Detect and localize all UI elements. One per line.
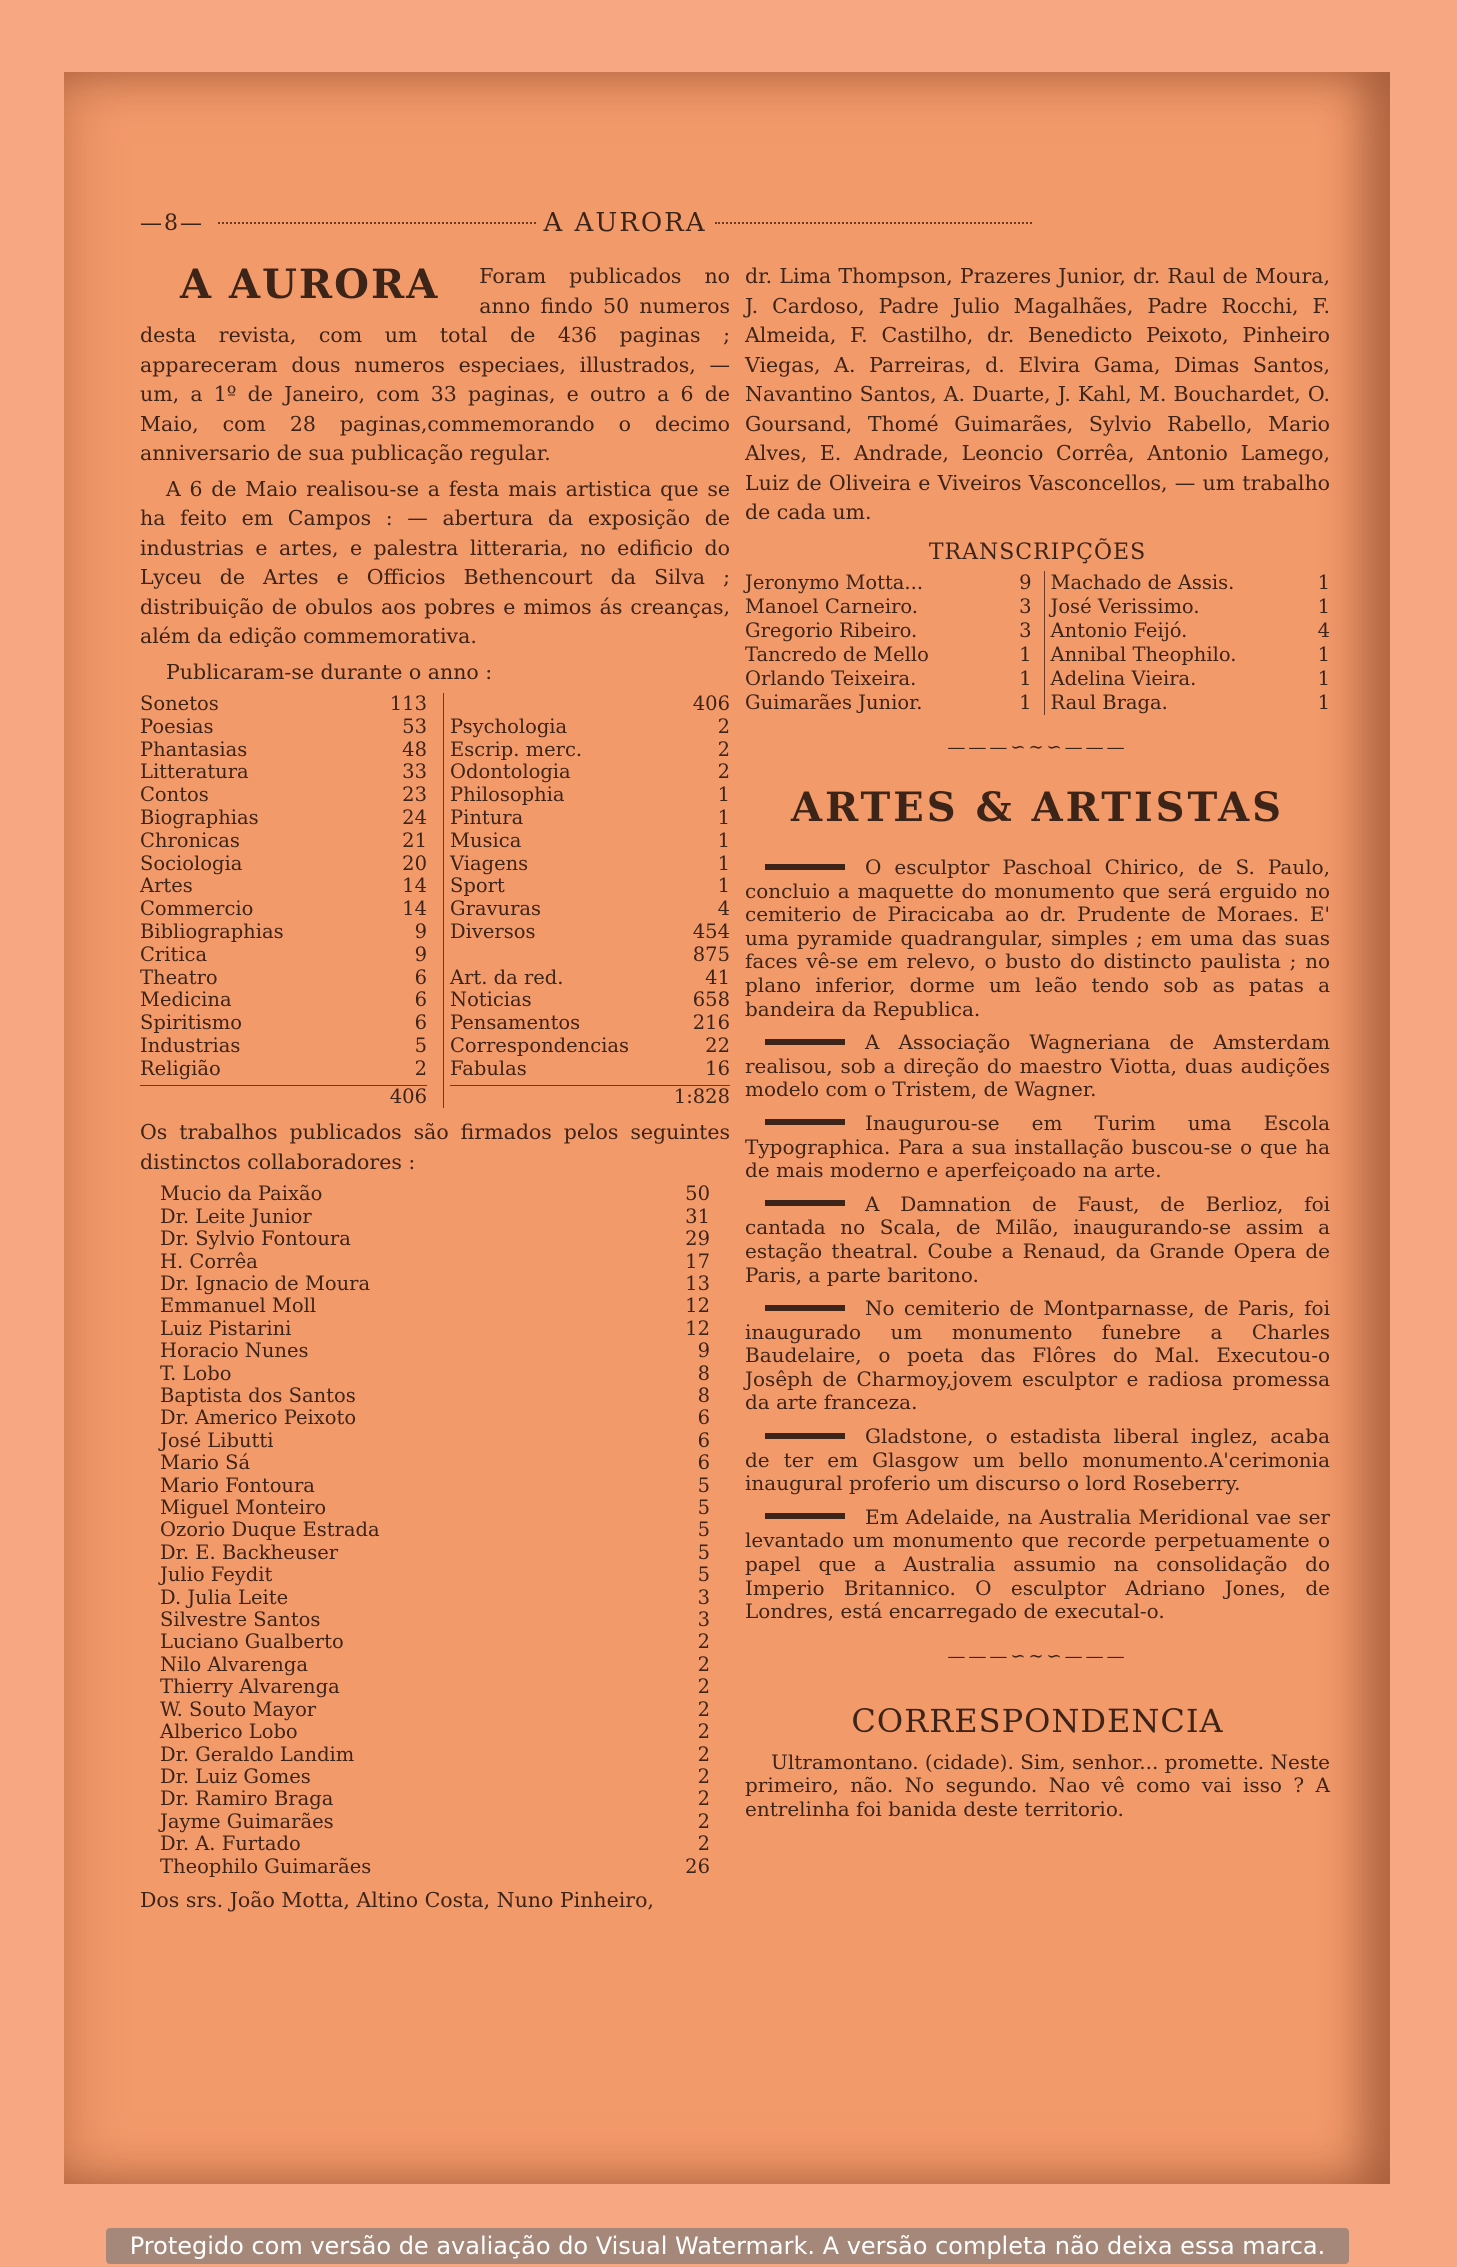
- collaborator-row-label: Ozorio Duque Estrada: [160, 1518, 380, 1542]
- transcricao-row-label: Antonio Feijó.: [1050, 619, 1188, 642]
- collaborator-row-value: 2: [697, 1764, 710, 1788]
- collaborator-row-label: José Libutti: [160, 1428, 274, 1452]
- published-row: [140, 898, 427, 921]
- published-intro: Publicaram-se durante o anno :: [166, 659, 493, 684]
- published-row-value: 2: [717, 737, 730, 761]
- news-bar-icon: [765, 1119, 845, 1125]
- published-row-value: 658: [692, 988, 730, 1012]
- ornament-divider-2: ———∽∼∽———: [947, 1645, 1128, 1667]
- collaborator-row-label: D. Julia Leite: [160, 1585, 289, 1609]
- published-row-value: 53: [402, 714, 427, 738]
- transcricao-row-label: Orlando Teixeira.: [745, 667, 917, 690]
- published-right-carried-value: 406: [692, 692, 730, 715]
- published-row-label: Biographias: [140, 805, 259, 829]
- collaborator-row: [160, 1183, 710, 1205]
- collaborator-row-label: Dr. Americo Peixoto: [160, 1406, 357, 1430]
- collaborator-row-label: Dr. Luiz Gomes: [160, 1764, 311, 1788]
- collaborator-row-label: Alberico Lobo: [160, 1720, 298, 1744]
- collaborator-row-label: Miguel Monteiro: [160, 1496, 327, 1520]
- published-right-carried: [450, 693, 730, 716]
- transcricao-row: [1051, 691, 1331, 715]
- collaborator-row-value: 8: [697, 1361, 710, 1385]
- published-row-value: 216: [692, 1011, 730, 1035]
- published-row-value: 4: [717, 897, 730, 921]
- collaborator-row-value: 2: [697, 1652, 710, 1676]
- transcricao-row-label: Guimarães Junior.: [745, 691, 923, 714]
- collaborator-row-value: 5: [697, 1496, 710, 1520]
- published-row-value: 6: [414, 988, 427, 1012]
- news-item: [745, 1031, 1330, 1102]
- published-right-total-value: 1:828: [673, 1084, 730, 1108]
- collaborator-row: [160, 1788, 710, 1810]
- published-row: [140, 830, 427, 853]
- transcricao-row: [1051, 595, 1331, 619]
- collaborator-row-label: Dr. Ignacio de Moura: [160, 1271, 371, 1295]
- right-column: [745, 262, 1330, 1828]
- news-item: [745, 1506, 1330, 1624]
- news-bar-icon: [765, 1305, 845, 1311]
- transcripcoes-right: [1044, 571, 1331, 715]
- published-row: [450, 1035, 730, 1058]
- news-text: No cemiterio de Montparnasse, de Paris, foi inaugurado um monumento funebre a Charles Baudelaire, o poeta das Flôres do Mal. Executou-o Josêph de Charmoy,jovem esculptor e radiosa promessa da arte franceza.: [745, 1296, 1330, 1415]
- published-row-value: 9: [414, 942, 427, 966]
- collaborator-row: [160, 1430, 710, 1452]
- collab-intro: Os trabalhos publicados são firmados pelos seguintes distinctos collaboradores :: [140, 1120, 730, 1174]
- published-row-label: Litteratura: [140, 760, 249, 784]
- published-row: [140, 716, 427, 739]
- published-row-label: Religião: [140, 1056, 221, 1080]
- correspondencia-title: CORRESPONDENCIA: [851, 1702, 1224, 1741]
- transcricao-row-label: José Verissimo.: [1050, 595, 1200, 618]
- transcricao-row-label: Gregorio Ribeiro.: [745, 619, 918, 642]
- published-row: [140, 944, 427, 967]
- collaborator-row: [160, 1363, 710, 1385]
- published-row-value: 48: [402, 737, 427, 761]
- transcricao-row-value: 9: [1019, 571, 1032, 594]
- transcricao-row: [745, 643, 1032, 667]
- news-bar-icon: [765, 1433, 845, 1439]
- collaborator-row-value: 5: [697, 1563, 710, 1587]
- collaborator-row-label: Dr. Ramiro Braga: [160, 1787, 334, 1811]
- collaborator-row: [160, 1295, 710, 1317]
- published-row: [140, 1058, 427, 1081]
- published-row: [450, 898, 730, 921]
- published-row-label: Sport: [450, 874, 505, 898]
- published-row: [450, 921, 730, 944]
- collaborator-row-label: Dr. Sylvio Fontoura: [160, 1227, 351, 1251]
- published-row-value: 2: [717, 714, 730, 738]
- collaborator-row-value: 13: [685, 1271, 710, 1295]
- transcricao-row: [745, 691, 1032, 715]
- transcricao-row-value: 1: [1317, 595, 1330, 618]
- transcricao-row-label: Adelina Vieira.: [1050, 667, 1197, 690]
- published-table-right: [443, 693, 730, 1108]
- published-row-label: Phantasias: [140, 737, 248, 761]
- collaborator-row: [160, 1609, 710, 1631]
- published-row-value: 1: [717, 874, 730, 898]
- transcricao-row-value: 1: [1019, 643, 1032, 666]
- collaborator-row: [160, 1385, 710, 1407]
- news-text: A Damnation de Faust, de Berlioz, foi cantada no Scala, de Milão, inaugurando-se assim a estação theatral. Coube a Renaud, da Grande Opera de Paris, a parte baritono.: [745, 1191, 1330, 1287]
- published-row-value: 1: [717, 783, 730, 807]
- collaborator-row-value: 12: [685, 1294, 710, 1318]
- collaborator-row: [160, 1318, 710, 1340]
- published-row-label: Sociologia: [140, 851, 243, 875]
- published-row-value: 21: [402, 828, 427, 852]
- transcricao-row-value: 1: [1317, 571, 1330, 594]
- collaborator-row-value: 2: [697, 1675, 710, 1699]
- published-row-label: Pensamentos: [450, 1011, 581, 1035]
- collaborator-row: [160, 1676, 710, 1698]
- collaborator-row: [160, 1631, 710, 1653]
- published-row: [450, 944, 730, 967]
- published-row-label: Escrip. merc.: [450, 737, 583, 761]
- collaborator-row-label: Dr. E. Backheuser: [160, 1540, 339, 1564]
- published-row: [450, 1012, 730, 1035]
- collaborator-row: [160, 1251, 710, 1273]
- news-bar-icon: [765, 1200, 845, 1206]
- news-bar-icon: [765, 864, 845, 870]
- collaborator-row-label: Horacio Nunes: [160, 1339, 309, 1363]
- collaborator-row-label: Mucio da Paixão: [160, 1182, 323, 1206]
- transcripcoes-title: TRANSCRIPÇÕES: [928, 539, 1147, 565]
- published-row-label: Fabulas: [450, 1056, 527, 1080]
- published-row-value: 1: [717, 805, 730, 829]
- published-row: [450, 967, 730, 990]
- published-row-label: Pintura: [450, 805, 524, 829]
- collaborator-row-label: Jayme Guimarães: [160, 1809, 334, 1833]
- published-table: [140, 693, 730, 1108]
- published-row: [140, 693, 427, 716]
- news-text: Gladstone, o estadista liberal inglez, acaba de ter em Glasgow um bello monumento.A'cerimonia inaugural proferio um discurso o lord Roseberry.: [745, 1424, 1330, 1496]
- published-row: [140, 807, 427, 830]
- published-row-label: Medicina: [140, 988, 232, 1012]
- published-row: [140, 739, 427, 762]
- published-row-value: 454: [692, 919, 730, 943]
- published-row: [450, 807, 730, 830]
- published-row: [140, 989, 427, 1012]
- published-row-label: Odontologia: [450, 760, 571, 784]
- published-row-label: Theatro: [140, 965, 218, 989]
- transcricao-row-label: Jeronymo Motta...: [745, 571, 924, 594]
- collaborator-row-label: Dr. A. Furtado: [160, 1832, 301, 1856]
- collaborator-row-value: 2: [697, 1809, 710, 1833]
- news-item: [745, 1193, 1330, 1287]
- published-row-label: Commercio: [140, 897, 254, 921]
- published-row-label: Poesias: [140, 714, 214, 738]
- published-row: [140, 853, 427, 876]
- news-text: O esculptor Paschoal Chirico, de S. Paulo, concluio a maquette do monumento que será erguido no cemiterio de Piracicaba ao dr. Prudente de Moraes. E' uma pyramide quadrangular, simples ; em uma das suas faces vê-se em relevo, o busto do distincto paulista ; no plano inferior, dorme um leão tendo sob as patas a bandeira da Republica.: [745, 855, 1330, 1021]
- news-item: [745, 1112, 1330, 1183]
- published-left-total: [140, 1085, 427, 1109]
- published-row-label: Philosophia: [450, 783, 565, 807]
- collaborator-row: [160, 1407, 710, 1429]
- published-row-value: 16: [705, 1056, 730, 1080]
- published-row-label: Viagens: [450, 851, 529, 875]
- published-row-value: 20: [402, 851, 427, 875]
- transcripcoes-table: [745, 571, 1330, 715]
- collaborator-row-value: 17: [685, 1249, 710, 1273]
- news-text: Inaugurou-se em Turim uma Escola Typographica. Para a sua installação buscou-se o que ha de mais moderno e aperfeiçoado na arte.: [745, 1110, 1330, 1183]
- transcricao-row: [1051, 571, 1331, 595]
- collaborator-row-value: 6: [697, 1406, 710, 1430]
- published-row-value: 23: [402, 783, 427, 807]
- news-list: [745, 856, 1330, 1624]
- collaborator-row-value: 5: [697, 1540, 710, 1564]
- collaborator-row-value: 31: [685, 1204, 710, 1228]
- published-row-label: Diversos: [450, 919, 536, 943]
- published-row-label: Spiritismo: [140, 1011, 242, 1035]
- collaborator-row-value: 12: [685, 1316, 710, 1340]
- published-row: [450, 739, 730, 762]
- published-row-value: 14: [402, 897, 427, 921]
- collaborator-row-value: 2: [697, 1630, 710, 1654]
- published-row: [140, 761, 427, 784]
- published-row-label: Correspondencias: [450, 1033, 630, 1057]
- header-rule-right: [715, 222, 1033, 224]
- published-row-label: Gravuras: [450, 897, 542, 921]
- watermark-banner: Protegido com versão de avaliação do Visual Watermark. A versão completa não deixa essa marca.: [106, 2228, 1349, 2264]
- collaborator-row-value: 6: [697, 1451, 710, 1475]
- collaborator-row: [160, 1833, 710, 1855]
- transcricao-row: [1051, 619, 1331, 643]
- collaborators-list: [140, 1183, 730, 1878]
- arts-title: ARTES & ARTISTAS: [790, 783, 1285, 831]
- collaborator-row-label: H. Corrêa: [160, 1249, 258, 1273]
- published-row-value: 6: [414, 1011, 427, 1035]
- header-rule-left: [218, 222, 536, 224]
- published-right-total: [450, 1085, 730, 1109]
- collaborator-row: [160, 1206, 710, 1228]
- collab-tail: Dos srs. João Motta, Altino Costa, Nuno Pinheiro,: [140, 1887, 654, 1912]
- transcricao-row-value: 1: [1317, 667, 1330, 690]
- collaborator-row-label: Mario Fontoura: [160, 1473, 315, 1497]
- published-row-value: 33: [402, 760, 427, 784]
- published-row-label: Industrias: [140, 1033, 241, 1057]
- collaborator-row: [160, 1856, 710, 1878]
- collaborator-row: [160, 1721, 710, 1743]
- published-row-label: Noticias: [450, 988, 532, 1012]
- published-row-label: Contos: [140, 783, 209, 807]
- collaborator-row-value: 9: [697, 1339, 710, 1363]
- transcricao-row-label: Manoel Carneiro.: [745, 595, 918, 618]
- collaborator-row-value: 50: [685, 1182, 710, 1206]
- transcricao-row-value: 4: [1317, 619, 1330, 642]
- published-row: [140, 1012, 427, 1035]
- transcricao-row-value: 1: [1317, 643, 1330, 666]
- collaborator-row-value: 5: [697, 1518, 710, 1542]
- published-row: [450, 784, 730, 807]
- collaborator-row-value: 2: [697, 1832, 710, 1856]
- collaborator-row-value: 2: [697, 1787, 710, 1811]
- collaborator-row-label: Julio Feydit: [160, 1563, 273, 1587]
- published-row-label: Critica: [140, 942, 208, 966]
- published-row-value: 24: [402, 805, 427, 829]
- collaborator-row-label: Luiz Pistarini: [160, 1316, 292, 1340]
- collaborator-row: [160, 1519, 710, 1541]
- collaborator-row: [160, 1811, 710, 1833]
- published-row: [140, 1035, 427, 1058]
- collaborator-row-value: 2: [697, 1720, 710, 1744]
- collaborator-row: [160, 1654, 710, 1676]
- published-row-label: Artes: [140, 874, 193, 898]
- published-row-value: 113: [389, 692, 427, 715]
- news-item: [745, 1425, 1330, 1496]
- transcricao-row-value: 3: [1019, 595, 1032, 618]
- published-row-value: 14: [402, 874, 427, 898]
- header-title: A AURORA: [543, 208, 707, 238]
- transcricao-row: [745, 595, 1032, 619]
- transcricao-row-label: Annibal Theophilo.: [1050, 643, 1237, 666]
- published-row-label: Psychologia: [450, 714, 568, 738]
- published-table-left: [140, 693, 427, 1108]
- collaborator-row-label: Baptista dos Santos: [160, 1384, 356, 1407]
- transcricao-row: [745, 667, 1032, 691]
- transcricao-row-value: 1: [1317, 691, 1330, 714]
- transcricao-row-value: 1: [1019, 667, 1032, 690]
- collaborator-row-value: 3: [697, 1608, 710, 1632]
- collaborator-row-value: 26: [685, 1854, 710, 1878]
- news-text: A Associação Wagneriana de Amsterdam realisou, sob a direção do maestro Viotta, duas audições modelo com o Tristem, de Wagner.: [745, 1030, 1330, 1102]
- collaborator-row-value: 8: [697, 1384, 710, 1407]
- collaborator-row: [160, 1340, 710, 1362]
- collaborator-row: [160, 1475, 710, 1497]
- published-row: [450, 830, 730, 853]
- published-row-value: 6: [414, 965, 427, 989]
- transcricao-row-value: 3: [1019, 619, 1032, 642]
- collaborator-row: [160, 1564, 710, 1586]
- collaborator-row-label: T. Lobo: [160, 1361, 232, 1385]
- transcricao-row: [1051, 667, 1331, 691]
- collaborator-row: [160, 1452, 710, 1474]
- transcricao-row: [745, 571, 1032, 595]
- published-row-value: 5: [414, 1033, 427, 1057]
- left-column: [140, 262, 730, 1921]
- collaborator-row: [160, 1744, 710, 1766]
- collaborator-row-label: W. Souto Mayor: [160, 1697, 317, 1721]
- news-item: [745, 1297, 1330, 1415]
- published-row: [140, 784, 427, 807]
- published-row: [450, 716, 730, 739]
- collaborator-row-value: 2: [697, 1742, 710, 1766]
- transcricao-row-label: Tancredo de Mello: [745, 643, 929, 666]
- news-bar-icon: [765, 1513, 845, 1519]
- transcricao-row: [745, 619, 1032, 643]
- published-row-value: 9: [414, 919, 427, 943]
- collab-continuation: dr. Lima Thompson, Prazeres Junior, dr. Raul de Moura, J. Cardoso, Padre Julio Magalhães, Padre Rocchi, F. Almeida, F. Castilho, dr. Benedicto Peixoto, Pinheiro Viegas, A. Parreiras, d. Elvira Gama, Dimas Santos, Navantino Santos, A. Duarte, J. Kahl, M. Bouchardet, O. Goursand, Thomé Guimarães, Sylvio Rabello, Mario Alves, E. Andrade, Leoncio Corrêa, Antonio Lamego, Luiz de Oliveira e Viveiros Vasconcellos, — um trabalho de cada um.: [745, 264, 1330, 524]
- published-row: [450, 989, 730, 1012]
- collaborator-row-value: 2: [697, 1697, 710, 1721]
- collaborator-row: [160, 1587, 710, 1609]
- transcricao-row-label: Machado de Assis.: [1050, 571, 1235, 594]
- transcricao-row-value: 1: [1019, 691, 1032, 714]
- transcricao-row-label: Raul Braga.: [1050, 691, 1168, 714]
- collaborator-row-label: Emmanuel Moll: [160, 1294, 317, 1318]
- collaborator-row-label: Dr. Geraldo Landim: [160, 1742, 355, 1766]
- collaborator-row-value: 5: [697, 1473, 710, 1497]
- published-row-value: 875: [692, 942, 730, 966]
- published-row-value: 22: [705, 1033, 730, 1057]
- collaborator-row-value: 6: [697, 1428, 710, 1452]
- published-row-label: Bibliographias: [140, 919, 284, 943]
- collaborator-row-label: Luciano Gualberto: [160, 1630, 344, 1654]
- published-row-value: 2: [717, 760, 730, 784]
- ornament-divider: ———∽∼∽———: [947, 737, 1128, 758]
- published-left-total-value: 406: [389, 1084, 427, 1108]
- collaborator-row-value: 3: [697, 1585, 710, 1609]
- collaborator-row: [160, 1542, 710, 1564]
- collaborator-row-label: Dr. Leite Junior: [160, 1204, 312, 1228]
- collaborator-row-label: Mario Sá: [160, 1451, 251, 1475]
- intro-paragraph: Foram publicados no anno findo 50 numeros desta revista, com um total de 436 paginas ; appareceram dous numeros especiaes, illustrados, — um, a 1º de Janeiro, com 33 paginas, e outro a 6 de Maio, com 28 paginas,commemorando o decimo anniversario de sua publicação regular.: [140, 264, 730, 465]
- published-row-label: Chronicas: [140, 828, 240, 852]
- correspondencia-text: Ultramontano. (cidade). Sim, senhor... promette. Neste primeiro, não. No segundo. Nao vê como vai isso ? A entrelinha foi banida deste territorio.: [745, 1749, 1330, 1821]
- published-row-value: 1: [717, 828, 730, 852]
- collaborator-row-label: Theophilo Guimarães: [160, 1854, 372, 1878]
- news-bar-icon: [765, 1039, 845, 1045]
- collaborator-row: [160, 1699, 710, 1721]
- published-row: [450, 853, 730, 876]
- collaborator-row-value: 29: [685, 1227, 710, 1251]
- collaborator-row: [160, 1497, 710, 1519]
- news-item: [745, 856, 1330, 1021]
- published-row: [450, 1058, 730, 1081]
- collaborator-row-label: Nilo Alvarenga: [160, 1652, 308, 1676]
- published-row-value: 2: [414, 1056, 427, 1080]
- page-number: —8—: [140, 210, 204, 236]
- published-row-label: Sonetos: [140, 692, 219, 715]
- collaborator-row: [160, 1766, 710, 1788]
- transcripcoes-left: [745, 571, 1032, 715]
- published-row: [140, 967, 427, 990]
- transcricao-row: [1051, 643, 1331, 667]
- published-row: [450, 761, 730, 784]
- festival-paragraph: A 6 de Maio realisou-se a festa mais artistica que se ha feito em Campos : — abertura da exposição de industrias e artes, e palestra litteraria, no edificio do Lyceu de Artes e Officios Bethencourt da Silva ; distribuição de obulos aos pobres e mimos ás creanças, além da edição commemorativa.: [140, 476, 730, 648]
- page-header: [140, 208, 1040, 238]
- published-row: [140, 921, 427, 944]
- published-row: [140, 875, 427, 898]
- published-row-label: Art. da red.: [450, 965, 564, 989]
- news-text: Em Adelaide, na Australia Meridional vae ser levantado um monumento que recorde perpetuamente o papel que a Australia assumio na consolidação do Imperio Britannico. O esculptor Adriano Jones, de Londres, está encarregado de executal-o.: [745, 1504, 1330, 1624]
- aurora-title: A AURORA: [180, 261, 440, 308]
- collaborator-row: [160, 1273, 710, 1295]
- collaborator-row: [160, 1228, 710, 1250]
- collaborator-row-label: Silvestre Santos: [160, 1608, 321, 1632]
- published-row: [450, 875, 730, 898]
- published-row-value: 1: [717, 851, 730, 875]
- published-row-label: Musica: [450, 828, 522, 852]
- collaborator-row-label: Thierry Alvarenga: [160, 1675, 340, 1699]
- published-row-value: 41: [705, 965, 730, 989]
